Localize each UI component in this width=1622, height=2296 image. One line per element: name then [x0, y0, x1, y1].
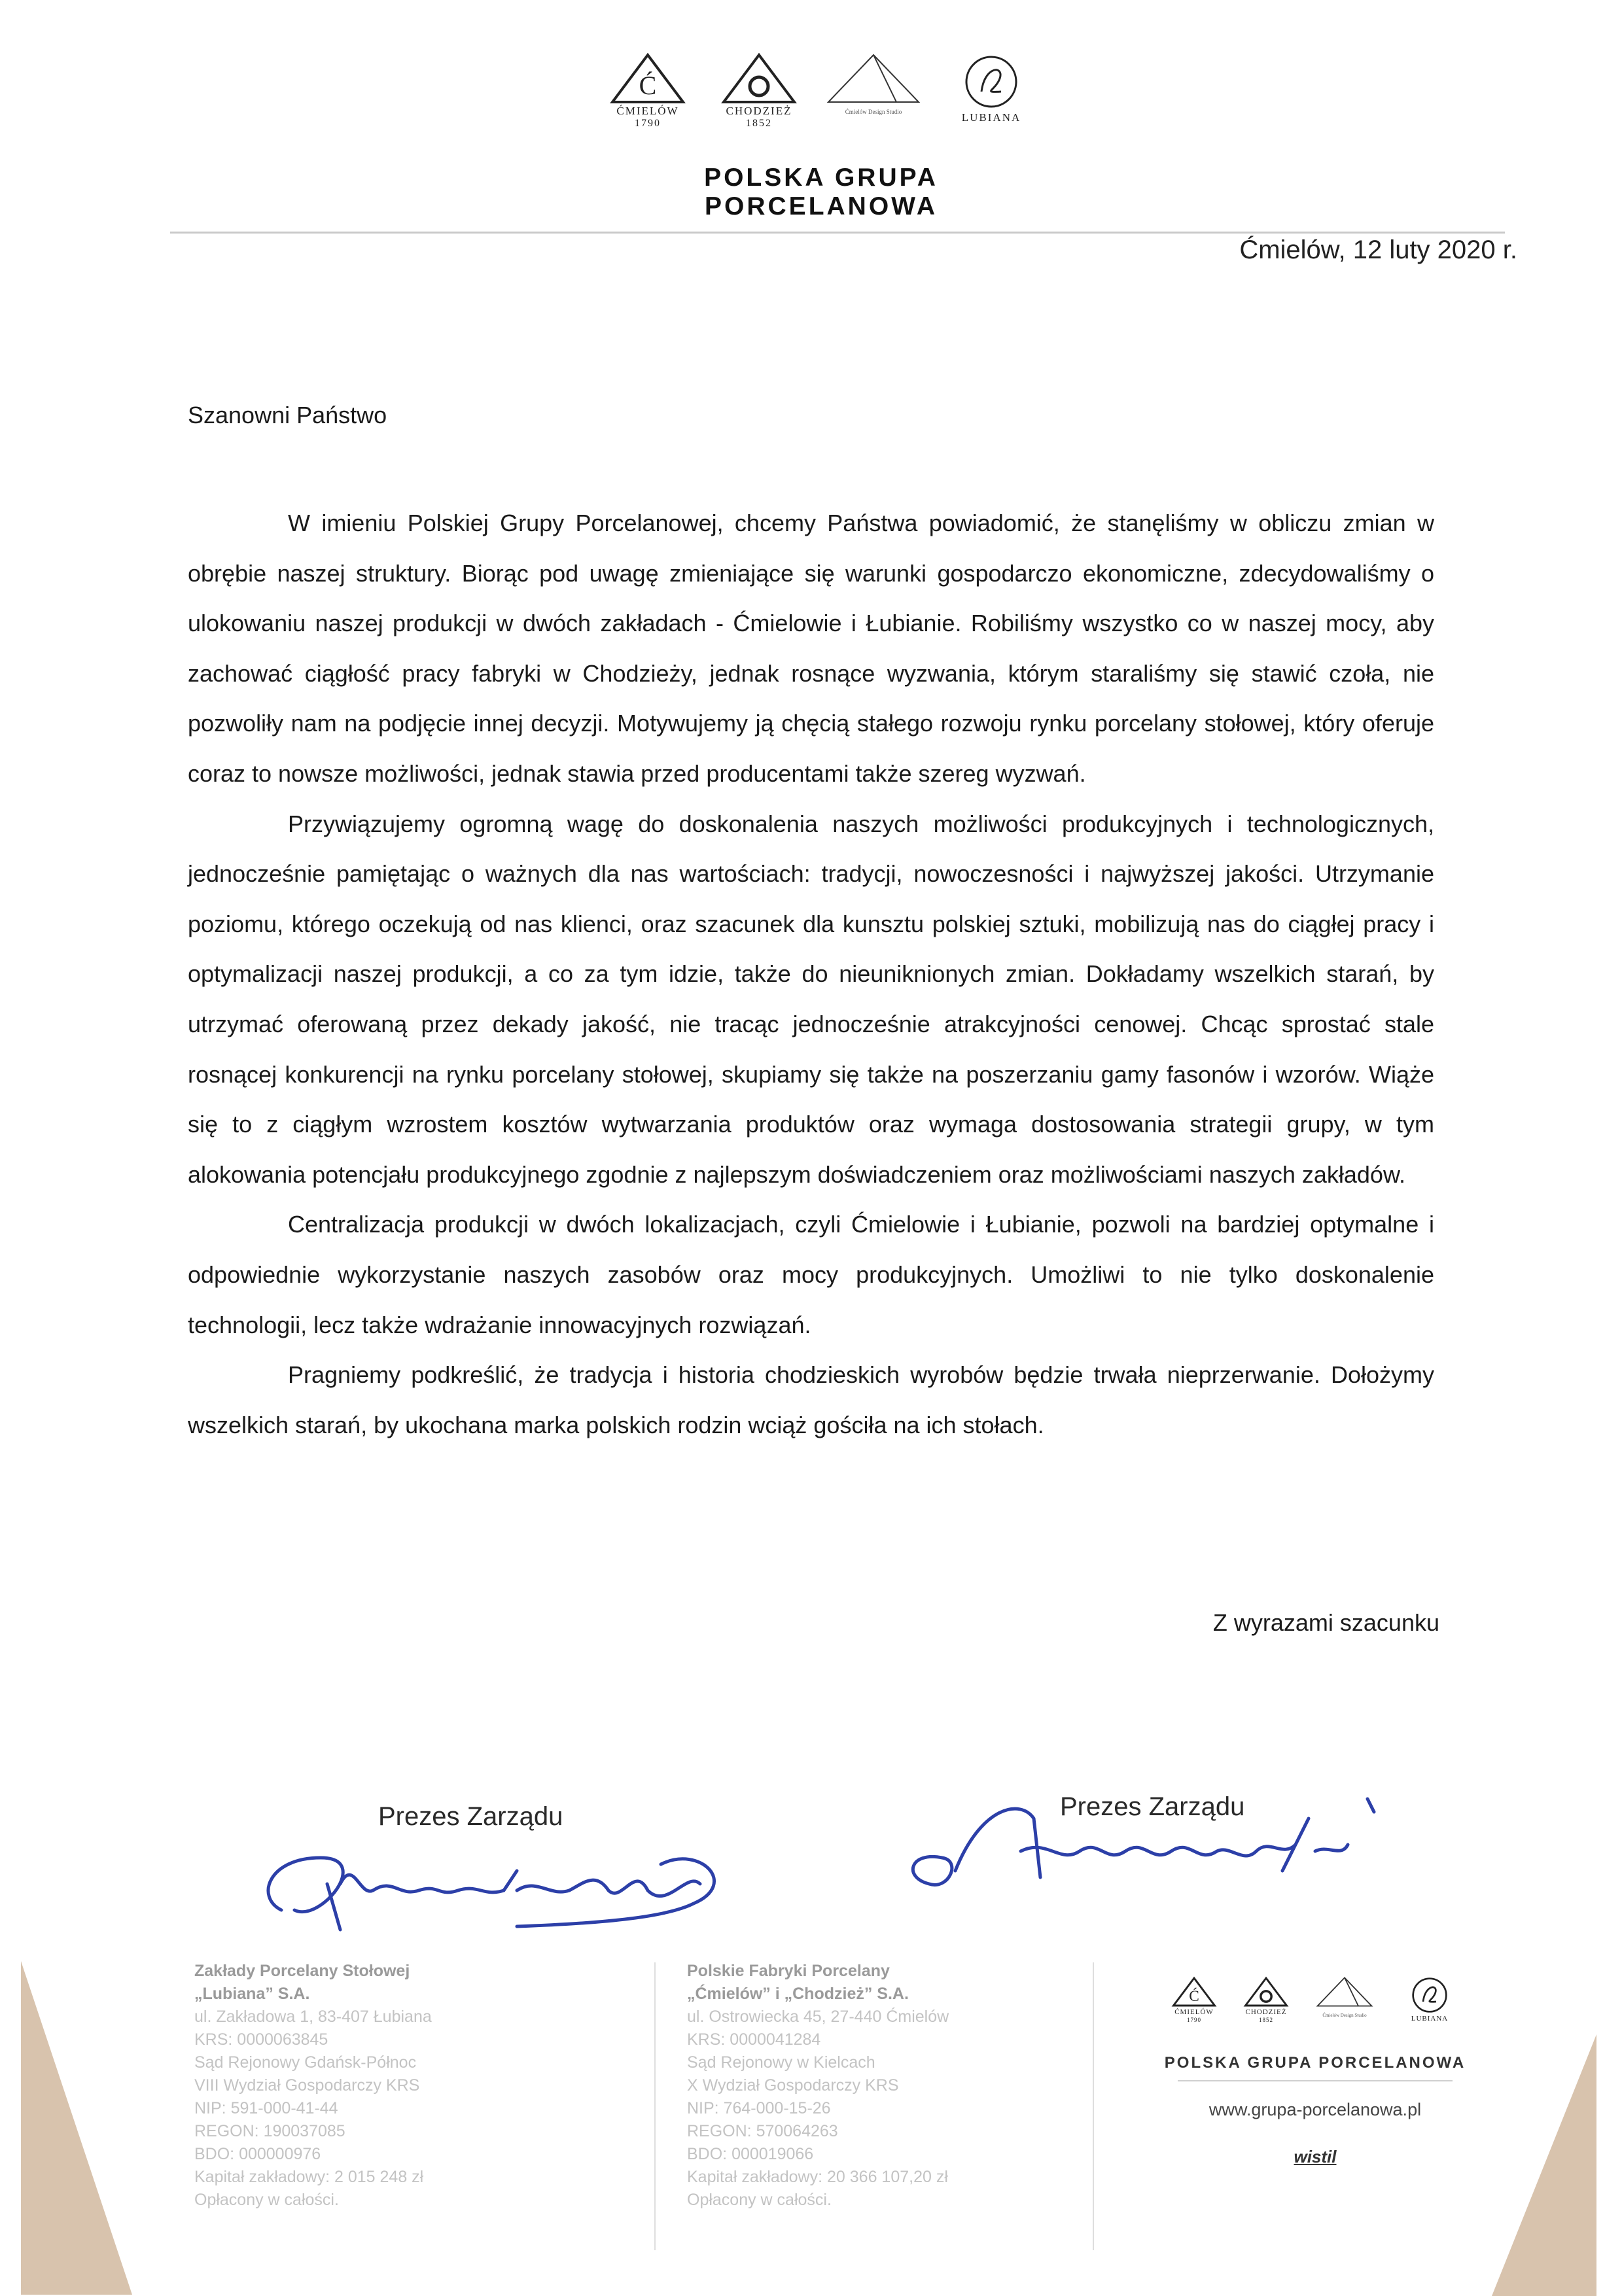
footer-company-cmielow	[687, 1960, 1053, 2212]
company2-court: Sąd Rejonowy w Kielcach	[687, 2053, 875, 2072]
footer-triangle-left	[21, 1961, 132, 2295]
chodziez-triangle-icon	[720, 52, 798, 105]
lubiana-logo	[939, 52, 1044, 124]
footer-divider-1	[654, 1962, 656, 2250]
company1-regon: REGON: 190037085	[194, 2122, 345, 2140]
cmielow-triangle-icon	[608, 52, 687, 105]
footer-chodziez-logo	[1233, 1975, 1299, 2023]
footer-chodziez-name: CHODZIEŻ	[1245, 2008, 1287, 2016]
letter-date: Ćmielów, 12 luty 2020 r.	[1239, 235, 1517, 264]
wistil-logo: wistil	[1294, 2147, 1337, 2166]
signature-1	[242, 1832, 779, 1936]
design-studio-name: Ćmielów Design Studio	[845, 109, 902, 115]
website-link[interactable]: www.grupa-porcelanowa.pl	[1208, 2100, 1422, 2119]
company1-address: ul. Zakładowa 1, 83-407 Łubiana	[194, 2008, 432, 2026]
company1-capital: Kapitał zakładowy: 2 015 248 zł	[194, 2168, 424, 2186]
footer-cmielow-icon	[1171, 1975, 1217, 2008]
company1-division: VIII Wydział Gospodarczy KRS	[194, 2076, 420, 2095]
footer-triangle-right	[1492, 2034, 1596, 2296]
footer-group-rule	[1178, 2080, 1453, 2081]
header-divider	[170, 232, 1505, 234]
cmielow-year: 1790	[635, 118, 661, 129]
company1-krs: KRS: 0000063845	[194, 2030, 328, 2049]
footer-divider-2	[1093, 1962, 1094, 2250]
svg-text:Ć: Ć	[639, 71, 657, 100]
signature-title-1: Prezes Zarządu	[378, 1802, 563, 1831]
company2-capital: Kapitał zakładowy: 20 366 107,20 zł	[687, 2168, 948, 2186]
design-studio-logo	[821, 52, 926, 116]
company1-name-line2: „Lubiana” S.A.	[194, 1985, 310, 2003]
company2-division: X Wydział Gospodarczy KRS	[687, 2076, 899, 2095]
footer-chodziez-icon	[1243, 1975, 1289, 2008]
company1-name-line1: Zakłady Porcelany Stołowej	[194, 1962, 410, 1980]
company1-nip: NIP: 591-000-41-44	[194, 2099, 338, 2117]
company2-bdo: BDO: 000019066	[687, 2145, 814, 2163]
footer-lubiana-logo	[1394, 1975, 1466, 2023]
footer-cmielow-logo	[1161, 1975, 1227, 2023]
signature-2	[890, 1779, 1413, 1897]
company2-nip: NIP: 764-000-15-26	[687, 2099, 831, 2117]
footer-cmielow-name: ĆMIELÓW	[1174, 2008, 1214, 2016]
paragraph-2: Przywiązujemy ogromną wagę do doskonalenia naszych możliwości produkcyjnych i technologicznych, jednocześnie pamiętając o ważnych dla nas wartościach: tradycji, nowoczesności i najwyższej jakości. Utrzymanie poziomu, którego oczekują od nas klienci, oraz szacunek dla kunsztu polskiej sztuki, mobilizują nas do ciągłej pracy i optymalizacji naszej produkcji, a co za tym idzie, także do nieuniknionych zmian. Dokładamy wszelkich starań, by utrzymać oferowaną przez dekady jakość, nie tracąc jednocześnie atrakcyjności cenowej. Chcąc sprostać stale rosnącej konkurencji na rynku porcelany stołowej, skupiamy się także na poszerzaniu gamy fasonów i wzorów. Wiąże się to z ciągłym wzrostem kosztów wytwarzania produktów oraz wymaga dostosowania strategii grupy, w tym alokowania potencjału produkcyjnego zgodnie z najlepszym doświadczeniem oraz możliwościami naszych zakładów.	[188, 810, 1434, 1188]
signature-title-2: Prezes Zarządu	[1060, 1792, 1245, 1821]
footer-chodziez-year: 1852	[1259, 2017, 1273, 2023]
company1-court: Sąd Rejonowy Gdańsk-Północ	[194, 2053, 417, 2072]
paragraph-3: Centralizacja produkcji w dwóch lokalizacjach, czyli Ćmielowie i Łubianie, pozwoli na bardziej optymalne i odpowiednie wykorzystanie naszych zasobów oraz mocy produkcyjnych. Umożliwi to nie tylko doskonalenie technologii, lecz także wdrażanie innowacyjnych rozwiązań.	[188, 1211, 1434, 1338]
footer-design-studio-name: Ćmielów Design Studio	[1322, 2013, 1367, 2018]
header-logos	[592, 52, 1050, 150]
lubiana-circle-icon	[962, 52, 1021, 111]
svg-text:Ć: Ć	[1189, 1988, 1199, 2005]
paragraph-4: Pragniemy podkreślić, że tradycja i historia chodzieskich wyrobów będzie trwała nieprzerwanie. Dołożymy wszelkich starań, by ukochana marka polskich rodzin wciąż gościła na ich stołach.	[188, 1361, 1434, 1438]
company2-name-line1: Polskie Fabryki Porcelany	[687, 1962, 890, 1980]
cmielow-name: ĆMIELÓW	[616, 105, 679, 117]
letter-body	[188, 498, 1434, 1450]
cmielow-logo	[599, 52, 697, 130]
company2-krs: KRS: 0000041284	[687, 2030, 821, 2049]
footer-group-name: POLSKA GRUPA PORCELANOWA	[1164, 2054, 1466, 2072]
closing: Z wyrazami szacunku	[1212, 1609, 1439, 1636]
paragraph-1: W imieniu Polskiej Grupy Porcelanowej, chcemy Państwa powiadomić, że stanęliśmy w obliczu zmian w obrębie naszej struktury. Biorąc pod uwagę zmieniające się warunki gospodarczo ekonomiczne, zdecydowaliśmy o ulokowaniu naszej produkcji w dwóch zakładach - Ćmielowie i Łubianie. Robiliśmy wszystko co w naszej mocy, aby zachować ciągłość pracy fabryki w Chodzieży, jednak rosnące wyzwania, którym staraliśmy się stawić czoła, nie pozwoliły nam na podjęcie innej decyzji. Motywujemy ją chęcią stałego rozwoju rynku porcelany stołowej, który oferuje coraz to nowsze możliwości, jednak stawia przed producentami także szereg wyzwań.	[188, 510, 1434, 787]
footer-logos	[1158, 1975, 1472, 2047]
design-studio-triangle-icon	[824, 52, 923, 105]
footer-company-lubiana	[194, 1960, 535, 2212]
lubiana-name: LUBIANA	[961, 111, 1021, 124]
chodziez-logo	[710, 52, 808, 130]
company2-paid: Opłacony w całości.	[687, 2191, 832, 2209]
footer-cmielow-year: 1790	[1187, 2017, 1201, 2023]
footer-design-studio-icon	[1315, 1975, 1374, 2008]
company1-paid: Opłacony w całości.	[194, 2191, 339, 2209]
company2-name-line2: „Ćmielów” i „Chodzież” S.A.	[687, 1985, 909, 2003]
footer-design-studio-logo	[1305, 1975, 1384, 2020]
group-name: POLSKA GRUPA PORCELANOWA	[704, 164, 938, 220]
chodziez-year: 1852	[746, 118, 772, 129]
company2-address: ul. Ostrowiecka 45, 27-440 Ćmielów	[687, 2008, 949, 2026]
chodziez-name: CHODZIEŻ	[726, 105, 792, 117]
company2-regon: REGON: 570064263	[687, 2122, 838, 2140]
salutation: Szanowni Państwo	[188, 402, 387, 428]
footer-lubiana-icon	[1410, 1975, 1449, 2015]
company1-bdo: BDO: 000000976	[194, 2145, 321, 2163]
footer-lubiana-name: LUBIANA	[1411, 2015, 1449, 2023]
